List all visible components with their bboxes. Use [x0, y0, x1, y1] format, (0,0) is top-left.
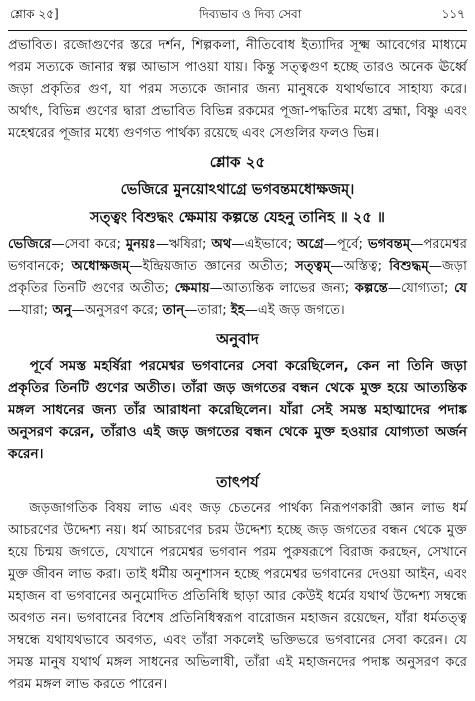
- synonym-meaning: আত্যন্তিক লাভের জন্য;: [222, 281, 355, 296]
- synonym-term: মুনয়ঃ: [125, 237, 156, 252]
- verse-heading: শ্লোক ২৫: [209, 153, 266, 171]
- sanskrit-verse: [8, 178, 467, 230]
- synonym-meaning: পূর্বে;: [336, 237, 368, 252]
- running-header: [8, 6, 467, 31]
- synonym-meaning: অনুসরণ করে;: [84, 303, 163, 318]
- translation-heading: অনুবাদ: [216, 330, 259, 348]
- synonym-meaning: অস্তিত্ব;: [343, 259, 390, 274]
- synonym-term: অথ: [211, 237, 232, 252]
- verse-line: ভেজিরে মুনয়োঽথাগ্রে ভগবন্তমধোক্ষজম্।: [120, 182, 355, 198]
- synonym-term: সত্ত্বম্: [295, 259, 331, 274]
- synonym-meaning: তারা;: [197, 303, 231, 318]
- synonym-term: ক্ষেমায়: [174, 281, 210, 296]
- synonym-term: ইহ: [230, 303, 245, 318]
- synonym-term: ভগবন্তম্: [367, 237, 411, 252]
- header-verse-ref: শ্লোক ২৫]: [10, 7, 59, 21]
- translation-text: পূর্বে সমস্ত মহর্ষিরা পরমেশ্বর ভগবানের সেবা করেছিলেন, কেন না তিনি জড়া প্রকৃতির তিনটি গুণের অতীত। তাঁরা জড় জগতের বন্ধন থেকে মুক্ত হয়ে আত্যন্তিক মঙ্গল সাধনের জন্য তাঁর আরাধনা করেছিলেন। যাঁরা সেই সমস্ত মহাত্মাদের পদাঙ্ক অনুসরণ করেন, তাঁরাও এই জড় জগতের বন্ধন থেকে মুক্ত হওয়ার যোগ্যতা অর্জন করেন।: [8, 358, 467, 462]
- purport-heading: তাৎপর্য: [216, 473, 259, 491]
- header-chapter-title: দিব্যভাব ও দিব্য সেবা: [199, 7, 302, 21]
- synonym-term: ভেজিরে: [8, 237, 52, 252]
- synonym-meaning: জড়া প্রকৃতির তিনটি গুণের অতীত;: [8, 259, 467, 296]
- page-number: ১১৭: [441, 7, 465, 21]
- synonym-term: যে: [454, 281, 468, 296]
- synonym-term: তান্: [162, 303, 185, 318]
- synonym-term: কল্পন্তে: [354, 281, 388, 296]
- synonym-meaning: সেবা করে;: [64, 237, 126, 252]
- synonym-meaning: এইভাবে;: [244, 237, 298, 252]
- synonym-meaning: ইন্দ্রিয়জাত জ্ঞানের অতীত;: [142, 259, 296, 274]
- synonym-meaning: এই জড় জগতে।: [257, 303, 345, 318]
- synonym-term: বিশুদ্ধম্: [389, 259, 429, 274]
- synonym-meaning: ঋষিরা;: [169, 237, 212, 252]
- synonym-term: অনু: [52, 303, 72, 318]
- intro-paragraph: প্রভাবিত। রজোগুণের স্তরে দর্শন, শিল্পকলা, নীতিবোধ ইত্যাদির সূক্ষ্ম আবেগের মাধ্যমে পরম সত্যকে জানার স্বল্প আভাস পাওয়া যায়। কিন্তু সত্ত্বগুণ হচ্ছে তারও অনেক ঊর্ধ্বে জড়া প্রকৃতির গুণ, যা পরম সত্যকে জানার জন্য মানুষকে যথার্থভাবে সাহায্য করে। অর্থাৎ, বিভিন্ন গুণের দ্বারা প্রভাবিত বিভিন্ন রকমের পূজা-পদ্ধতির মধ্যে ব্রহ্মা, বিষ্ণু এবং মহেশ্বরের পূজার মধ্যে গুণগত পার্থক্য রয়েছে এবং সেগুলির ফলও ভিন্ন।: [8, 38, 467, 141]
- synonym-term: অগ্রে: [297, 237, 324, 252]
- synonym-meaning: পরমেশ্বর ভগবানকে;: [8, 237, 467, 274]
- synonym-meaning: যোগ্যতা;: [401, 281, 455, 296]
- purport-text: জড়জাগতিক বিষয় লাভ এবং জড় চেতনের পার্থক্য নিরূপণকারী জ্ঞান লাভ ধর্ম আচরণের উদ্দেশ্য নয়। ধর্ম আচরণের চরম উদ্দেশ্য হচ্ছে জড় জগতের বন্ধন থেকে মুক্ত হয়ে চিন্ময় জগতে, যেখানে পরমেশ্বর ভগবান পরম পুরুষরূপে বিরাজ করছেন, সেখানে মুক্ত জীবন লাভ করা। তাই ধর্মীয় অনুশাসন হচ্ছে পরমেশ্বর ভগবানের দেওয়া আইন, এবং মহাজন বা ভগবানের অনুমোদিত প্রতিনিধি ছাড়া আর কেউই ধর্মের যথার্থ উদ্দেশ্য সম্বন্ধে অবগত নন। ভগবানের বিশেষ প্রতিনিধিস্বরূপ বারোজন মহাজন রয়েছেন, যাঁরা ধর্মতত্ত্ব সম্বন্ধে যথাযথভাবে অবগত, এবং তাঁরা সকলেই ভক্তিভরে ভগবানের সেবা করেন। যে সমস্ত মানুষ যথার্থ মঙ্গল সাধনের অভিলাষী, তাঁরা এই মহাজনদের পদাঙ্ক অনুসরণ করে পরম মঙ্গল লাভ করতে পারেন।: [8, 501, 467, 692]
- word-for-word-synonyms: ভেজিরে—সেবা করে; মুনয়ঃ—ঋষিরা; অথ—এইভাবে; অগ্রে—পূর্বে; ভগবন্তম্—পরমেশ্বর ভগবানকে; অধোক্ষজম্—ইন্দ্রিয়জাত জ্ঞানের অতীত; সত্ত্বম্—অস্তিত্ব; বিশুদ্ধম্—জড়া প্রকৃতির তিনটি গুণের অতীত; ক্ষেমায়—আত্যন্তিক লাভের জন্য; কল্পন্তে—যোগ্যতা; যে—যারা; অনু—অনুসরণ করে; তান্—তারা; ইহ—এই জড় জগতে।: [8, 237, 468, 318]
- synonym-term: অধোক্ষজম্: [71, 259, 130, 274]
- synonym-meaning: যারা;: [21, 303, 53, 318]
- verse-line: সত্ত্বং বিশুদ্ধং ক্ষেমায় কল্পন্তে যেহনু তানিহ ॥ ২৫ ॥: [90, 210, 385, 226]
